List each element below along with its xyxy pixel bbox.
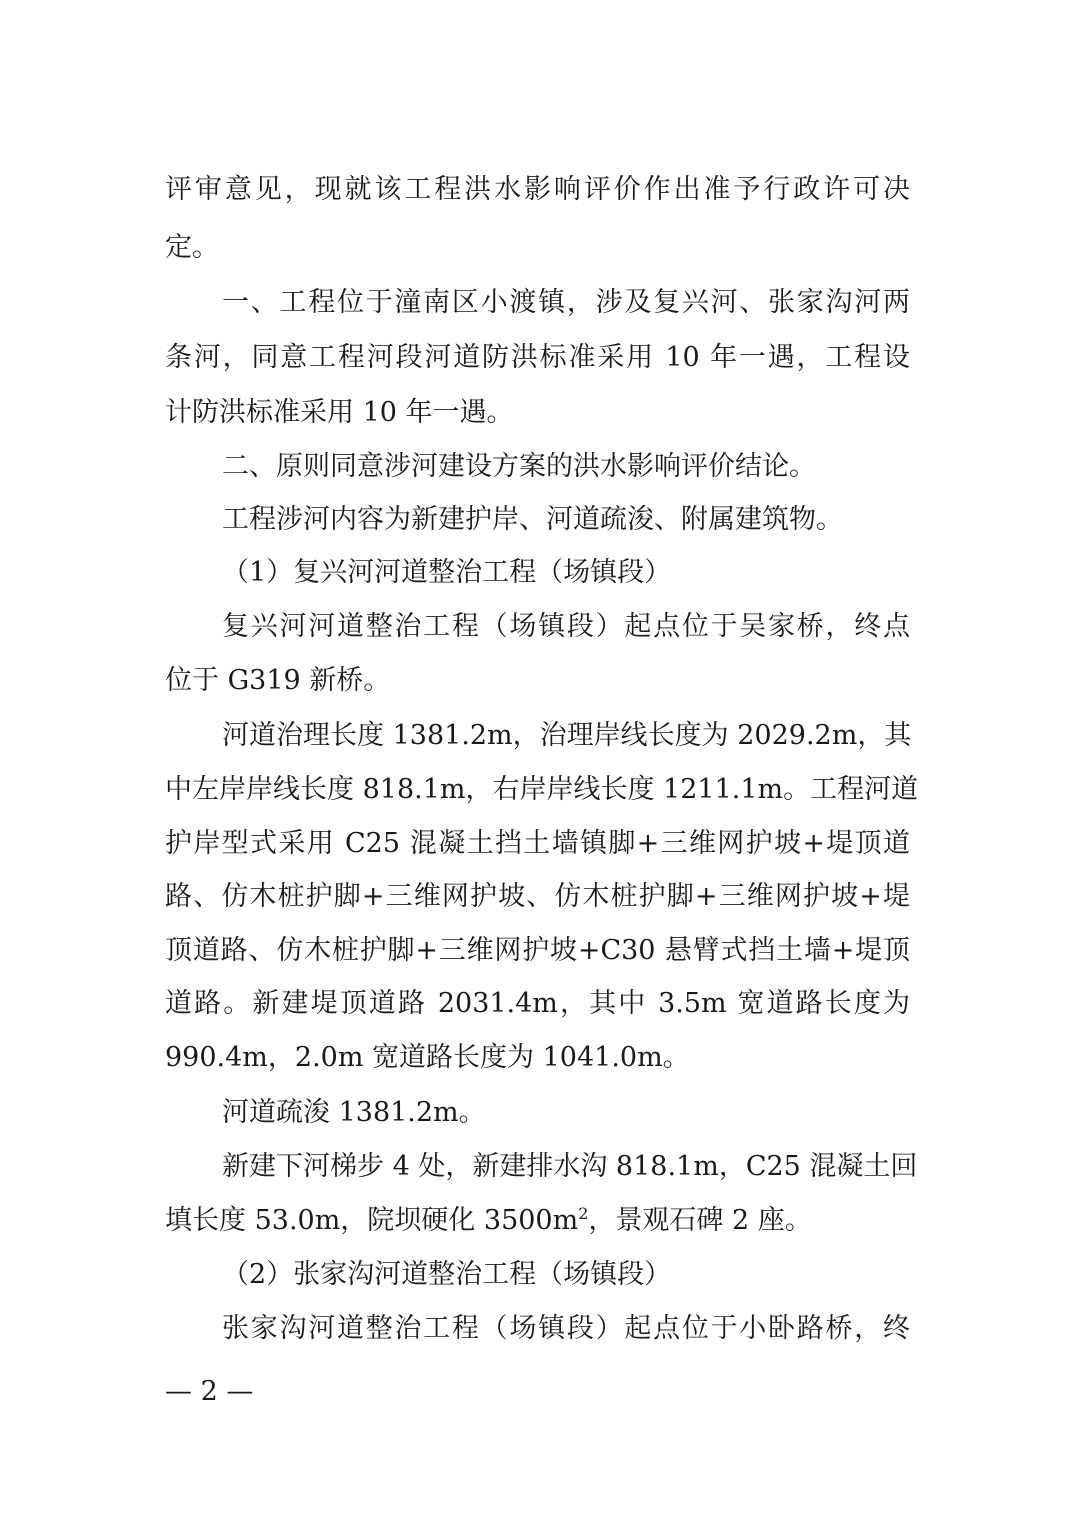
text-line: 条河，同意工程河段河道防洪标准采用 10 年一遇，工程设 — [165, 342, 910, 373]
text-segment: 填长度 53.0m，院坝硬化 3500m — [165, 1205, 579, 1236]
text-line: 护岸型式采用 C25 混凝土挡土墙镇脚+三维网护坡+堤顶道 — [165, 828, 910, 859]
text-line: 计防洪标准采用 10 年一遇。 — [165, 397, 514, 428]
text-line: 河道治理长度 1381.2m，治理岸线长度为 2029.2m，其 — [222, 720, 912, 751]
text-line — [165, 1201, 910, 1241]
text-line: 顶道路、仿木桩护脚+三维网护坡+C30 悬臂式挡土墙+堤顶 — [165, 935, 910, 966]
section-heading: （2）张家沟河道整治工程（场镇段） — [222, 1259, 672, 1290]
text-line: 新建下河梯步 4 处，新建排水沟 818.1m，C25 混凝土回 — [222, 1151, 918, 1182]
text-line: 中左岸岸线长度 818.1m，右岸岸线长度 1211.1m。工程河道 — [165, 774, 919, 805]
page-number: — 2 — — [165, 1376, 254, 1407]
text-line: 定。 — [165, 232, 219, 263]
text-line: 二、原则同意涉河建设方案的洪水影响评价结论。 — [222, 451, 816, 482]
text-line: 工程涉河内容为新建护岸、河道疏浚、附属建筑物。 — [222, 504, 843, 535]
text-line: 评审意见，现就该工程洪水影响评价作出准予行政许可决 — [165, 174, 910, 205]
text-line: 990.4m，2.0m 宽道路长度为 1041.0m。 — [165, 1042, 690, 1073]
text-line: 河道疏浚 1381.2m。 — [222, 1097, 486, 1128]
text-line: 一、工程位于潼南区小渡镇，涉及复兴河、张家沟河两 — [222, 287, 910, 318]
text-segment: ，景观石碑 2 座。 — [588, 1205, 812, 1236]
superscript-square: 2 — [578, 1204, 589, 1223]
section-heading: （1）复兴河河道整治工程（场镇段） — [222, 557, 672, 588]
text-line: 位于 G319 新桥。 — [165, 665, 391, 696]
text-line: 复兴河河道整治工程（场镇段）起点位于吴家桥，终点 — [222, 611, 910, 642]
text-line: 路、仿木桩护脚+三维网护坡、仿木桩护脚+三维网护坡+堤 — [165, 881, 910, 912]
text-line: 张家沟河道整治工程（场镇段）起点位于小卧路桥，终 — [222, 1313, 910, 1344]
text-line: 道路。新建堤顶道路 2031.4m，其中 3.5m 宽道路长度为 — [165, 988, 910, 1019]
